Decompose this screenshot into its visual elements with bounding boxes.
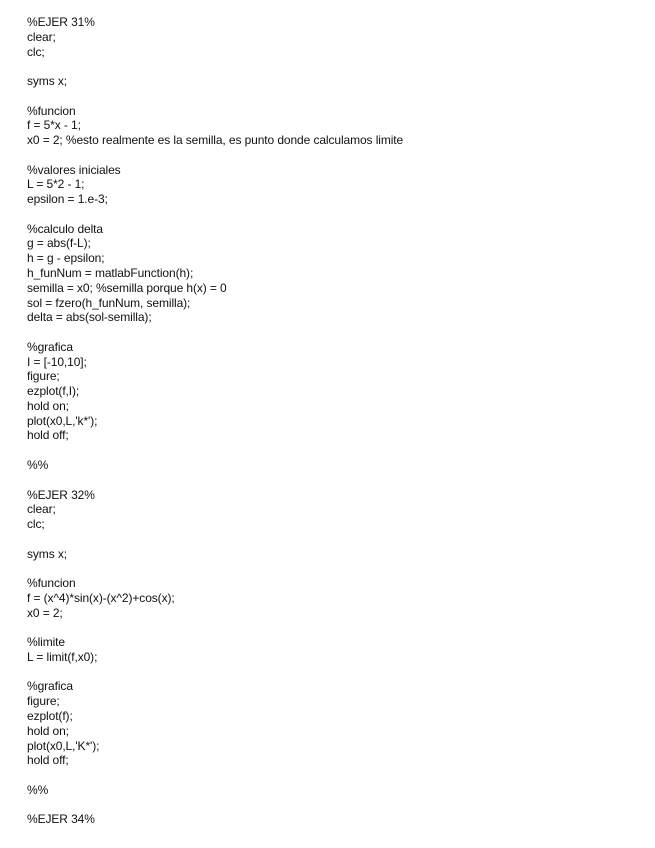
code-line: f = (x^4)*sin(x)-(x^2)+cos(x);: [27, 590, 175, 605]
code-line: clear;: [27, 29, 56, 44]
code-line: %valores iniciales: [27, 162, 121, 177]
code-line: delta = abs(sol-semilla);: [27, 310, 152, 325]
code-line: %EJER 34%: [27, 812, 95, 827]
blank-line: [27, 665, 403, 680]
blank-line: [27, 443, 403, 458]
code-line: ezplot(f);: [27, 708, 73, 723]
code-line: %funcion: [27, 576, 76, 591]
code-line: L = 5*2 - 1;: [27, 177, 85, 192]
code-line: plot(x0,L,'k*');: [27, 413, 98, 428]
blank-line: [27, 768, 403, 783]
code-line: L = limit(f,x0);: [27, 649, 98, 664]
code-listing: [27, 15, 403, 827]
blank-line: [27, 473, 403, 488]
blank-line: [27, 59, 403, 74]
blank-line: [27, 325, 403, 340]
blank-line: [27, 620, 403, 635]
code-line: %EJER 31%: [27, 15, 95, 29]
code-line: hold off;: [27, 753, 69, 768]
code-line: syms x;: [27, 74, 67, 89]
code-line: figure;: [27, 694, 60, 709]
blank-line: [27, 89, 403, 104]
blank-line: [27, 798, 403, 813]
code-line: syms x;: [27, 546, 67, 561]
code-line: semilla = x0; %semilla porque h(x) = 0: [27, 280, 227, 295]
blank-line: [27, 561, 403, 576]
code-line: %limite: [27, 635, 65, 650]
code-line: clear;: [27, 502, 56, 517]
code-line: plot(x0,L,'K*');: [27, 738, 100, 753]
code-line: hold on;: [27, 723, 69, 738]
code-line: %grafica: [27, 679, 73, 694]
code-line: %funcion: [27, 103, 76, 118]
blank-line: [27, 207, 403, 222]
code-line: clc;: [27, 44, 45, 59]
code-line: h_funNum = matlabFunction(h);: [27, 266, 194, 281]
code-line: %calculo delta: [27, 221, 103, 236]
code-line: x0 = 2;: [27, 605, 63, 620]
code-line: clc;: [27, 517, 45, 532]
code-line: %grafica: [27, 339, 73, 354]
code-line: x0 = 2; %esto realmente es la semilla, es punto donde calculamos limite: [27, 133, 404, 148]
code-line: sol = fzero(h_funNum, semilla);: [27, 295, 191, 310]
code-line: f = 5*x - 1;: [27, 118, 81, 133]
code-line: ezplot(f,I);: [27, 384, 80, 399]
code-line: epsilon = 1.e-3;: [27, 192, 108, 207]
code-line: g = abs(f-L);: [27, 236, 91, 251]
blank-line: [27, 148, 403, 163]
code-line: hold on;: [27, 398, 69, 413]
blank-line: [27, 532, 403, 547]
code-line: %%: [27, 782, 49, 797]
code-line: hold off;: [27, 428, 69, 443]
code-line: %%: [27, 457, 49, 472]
code-line: I = [-10,10];: [27, 354, 87, 369]
code-line: figure;: [27, 369, 60, 384]
code-line: %EJER 32%: [27, 487, 95, 502]
code-line: h = g - epsilon;: [27, 251, 105, 266]
